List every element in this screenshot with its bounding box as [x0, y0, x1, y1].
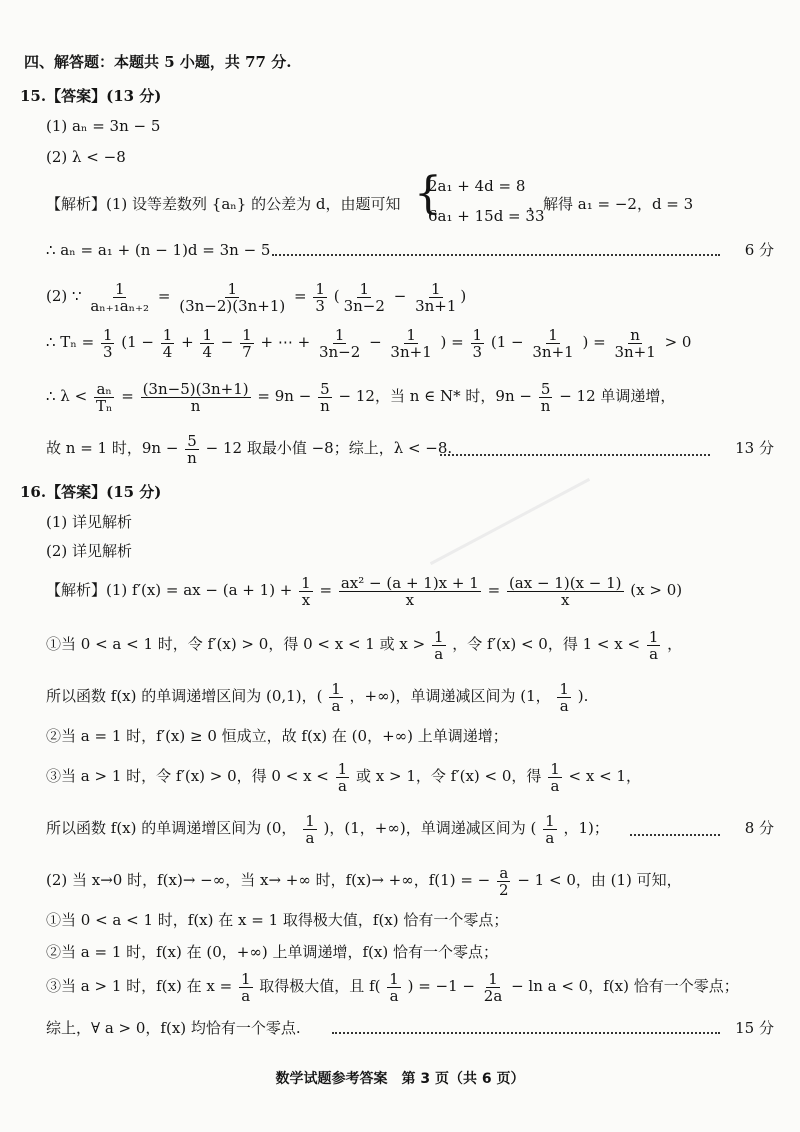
fraction: $\frac{5}{n}$ — [187, 431, 197, 467]
points-15: 15 分 — [735, 1019, 774, 1037]
q15-answer-2: (2) λ < −8 — [46, 148, 126, 166]
fraction: $\frac{1}{a}$ — [305, 811, 315, 847]
q16-part2-limits: (2) 当 x→0 时，f(x)→ −∞，当 x→ +∞ 时，f(x)→ +∞，f(1) = − $\frac{a}{2}$ − 1 < 0，由 (1) 可知， — [46, 863, 682, 899]
q15-equation-system — [414, 168, 545, 232]
points-6: 6 分 — [744, 241, 774, 259]
fraction: $\frac{1}{7}$ — [242, 325, 252, 361]
points-13: 13 分 — [735, 439, 774, 457]
q15-analysis-result: ，解得 a₁ = −2，d = 3 — [528, 195, 694, 213]
fraction: $\frac{1}{\text{aₙ₊₁aₙ₊₂}}$ — [90, 279, 150, 315]
fraction: $\frac{1}{3}$ — [315, 279, 325, 315]
q16-monotonic-3: 所以函数 f(x) 的单调递增区间为 (0， $\frac{1}{a}$ )，(1，+∞)，单调递减区间为 ( $\frac{1}{a}$ ，1)； — [46, 811, 609, 847]
fraction: $\frac{1}{3n+1}$ — [415, 279, 457, 315]
fraction: $\frac{1}{2a}$ — [483, 969, 503, 1005]
fraction: $\frac{a}{2}$ — [499, 863, 509, 899]
dotted-leader — [630, 834, 720, 836]
fraction: $\frac{1}{3}$ — [102, 325, 113, 361]
q16-summary: 综上，∀ a > 0，f(x) 均恰有一个零点. — [46, 1019, 301, 1037]
fraction: $\frac{1}{a}$ — [433, 627, 444, 663]
page-footer: 数学试题参考答案 第 3 页（共 6 页） — [275, 1071, 525, 1087]
q15-an-formula: ∴ aₙ = a₁ + (n − 1)d = 3n − 5 — [46, 241, 271, 259]
q16-answer-2: (2) 详见解析 — [46, 542, 133, 560]
faint-watermark-stroke — [430, 478, 590, 565]
fraction: $\frac{1}{a}$ — [331, 679, 341, 715]
fraction: $\frac{1}{4}$ — [162, 325, 173, 361]
fraction: $\frac{1}{3n+1}$ — [532, 325, 574, 361]
q16-zero-case-2: ②当 a = 1 时，f(x) 在 (0，+∞) 上单调递增，f(x) 恰有一个零点； — [46, 943, 498, 961]
q16-header: 16.【答案】(15 分) — [20, 483, 162, 501]
fraction: $\frac{1}{(3n-2)(3n+1)}$ — [179, 279, 286, 315]
q16-zero-case-3: ③当 a > 1 时，f(x) 在 x = $\frac{1}{a}$ 取得极大值，且 f( $\frac{1}{a}$ ) = −1 − $\frac{1}{2a}$ − ln a < 0，f(x) 恰有一个零点； — [46, 969, 739, 1005]
system-eq-top: 2a₁ + 4d = 8 — [428, 177, 526, 195]
fraction: $\frac{1}{3n+1}$ — [390, 325, 432, 361]
q16-case-3: ③当 a > 1 时，令 f′(x) > 0，得 0 < x < $\frac{1}{a}$ 或 x > 1，令 f′(x) < 0，得 $\frac{1}{a}$ < x < 1， — [46, 759, 641, 795]
fraction: $\frac{(ax - 1)(x - 1)}{x}$ — [508, 573, 622, 609]
dotted-leader — [272, 254, 720, 256]
fraction: $\frac{1}{x}$ — [301, 573, 311, 609]
fraction: $\frac{1}{3n-2}$ — [318, 325, 361, 361]
fraction: $\frac{5}{n}$ — [540, 379, 551, 415]
q16-derivative: 【解析】(1) f′(x) = ax − (a + 1) + $\frac{1}{x}$ = $\frac{\text{ax² − (a + 1)x + 1}}{x}$ = $\frac{(ax - 1)(x - 1)}{x}$ (x > 0) — [46, 573, 683, 609]
q15-analysis-intro: 【解析】(1) 设等差数列 {aₙ} 的公差为 d，由题可知 — [46, 195, 401, 213]
q15-header: 15.【答案】(13 分) — [20, 87, 162, 105]
fraction: $\frac{1}{4}$ — [202, 325, 213, 361]
dotted-leader — [440, 454, 710, 456]
q16-monotonic-1: 所以函数 f(x) 的单调递增区间为 (0,1)，( $\frac{1}{a}$ ，+∞)，单调递减区间为 (1， $\frac{1}{a}$ ). — [46, 679, 589, 715]
q15-part2-identity: (2) ∵ $\frac{1}{\text{aₙ₊₁aₙ₊₂}}$ = $\frac{1}{(3n-2)(3n+1)}$ = $\frac{1}{3}$ ( $\frac{1}{3n-2}$ − $\frac{1}{3n+1}$ ) — [46, 279, 467, 315]
system-eq-bottom: 6a₁ + 15d = 33 — [428, 207, 545, 225]
fraction: $\frac{1}{3}$ — [472, 325, 483, 361]
q15-answer-1: (1) aₙ = 3n − 5 — [46, 117, 161, 135]
brace-symbol: { — [414, 168, 442, 219]
fraction: $\frac{\text{aₙ}}{\text{Tₙ}}$ — [95, 379, 113, 415]
fraction: $\frac{1}{3n-2}$ — [343, 279, 385, 315]
section-heading: 四、解答题：本题共 5 小题，共 77 分. — [24, 53, 292, 71]
fraction: $\frac{(3n-5)(3n+1)}{n}$ — [142, 379, 249, 415]
dotted-leader — [332, 1032, 720, 1034]
q16-case-1: ①当 0 < a < 1 时，令 f′(x) > 0，得 0 < x < 1 或 x > $\frac{1}{a}$ ，令 f′(x) < 0，得 1 < x < $\frac{1}{a}$ ， — [46, 627, 683, 663]
q15-lambda-bound: ∴ λ < $\frac{\text{aₙ}}{\text{Tₙ}}$ = $\frac{(3n-5)(3n+1)}{n}$ = 9n − $\frac{5}{n}$ − 12，当 n ∈ N* 时，9n − $\frac{5}{n}$ − 12 单调递增， — [46, 379, 676, 415]
q16-answer-1: (1) 详见解析 — [46, 513, 133, 531]
q15-conclusion: 故 n = 1 时，9n − $\frac{5}{n}$ − 12 取最小值 −8；综上，λ < −8. — [46, 431, 453, 467]
q15-tn-sum: ∴ Tₙ = $\frac{1}{3}$ (1 − $\frac{1}{4}$ + $\frac{1}{4}$ − $\frac{1}{7}$ + ⋯ + $\frac{1}{3n-2}$ − $\frac{1}{3n+1}$ ) = $\frac{1}{3}$ (1 − $\frac{1}{3n+1}$ ) = $\frac{n}{3n+1}$ > 0 — [46, 325, 692, 361]
fraction: $\frac{1}{a}$ — [240, 969, 251, 1005]
fraction: $\frac{1}{a}$ — [389, 969, 399, 1005]
fraction: $\frac{1}{a}$ — [648, 627, 659, 663]
fraction: $\frac{n}{3n+1}$ — [614, 325, 656, 361]
fraction: $\frac{1}{a}$ — [550, 759, 560, 795]
fraction: $\frac{5}{n}$ — [320, 379, 330, 415]
q16-zero-case-1: ①当 0 < a < 1 时，f(x) 在 x = 1 取得极大值，f(x) 恰有一个零点； — [46, 911, 509, 929]
q16-case-2: ②当 a = 1 时，f′(x) ≥ 0 恒成立，故 f(x) 在 (0，+∞) 上单调递增； — [46, 727, 508, 745]
fraction: $\frac{\text{ax² − (a + 1)x + 1}}{x}$ — [340, 573, 479, 609]
fraction: $\frac{1}{a}$ — [337, 759, 348, 795]
fraction: $\frac{1}{a}$ — [559, 679, 569, 715]
fraction: $\frac{1}{a}$ — [545, 811, 555, 847]
points-8: 8 分 — [744, 819, 774, 837]
